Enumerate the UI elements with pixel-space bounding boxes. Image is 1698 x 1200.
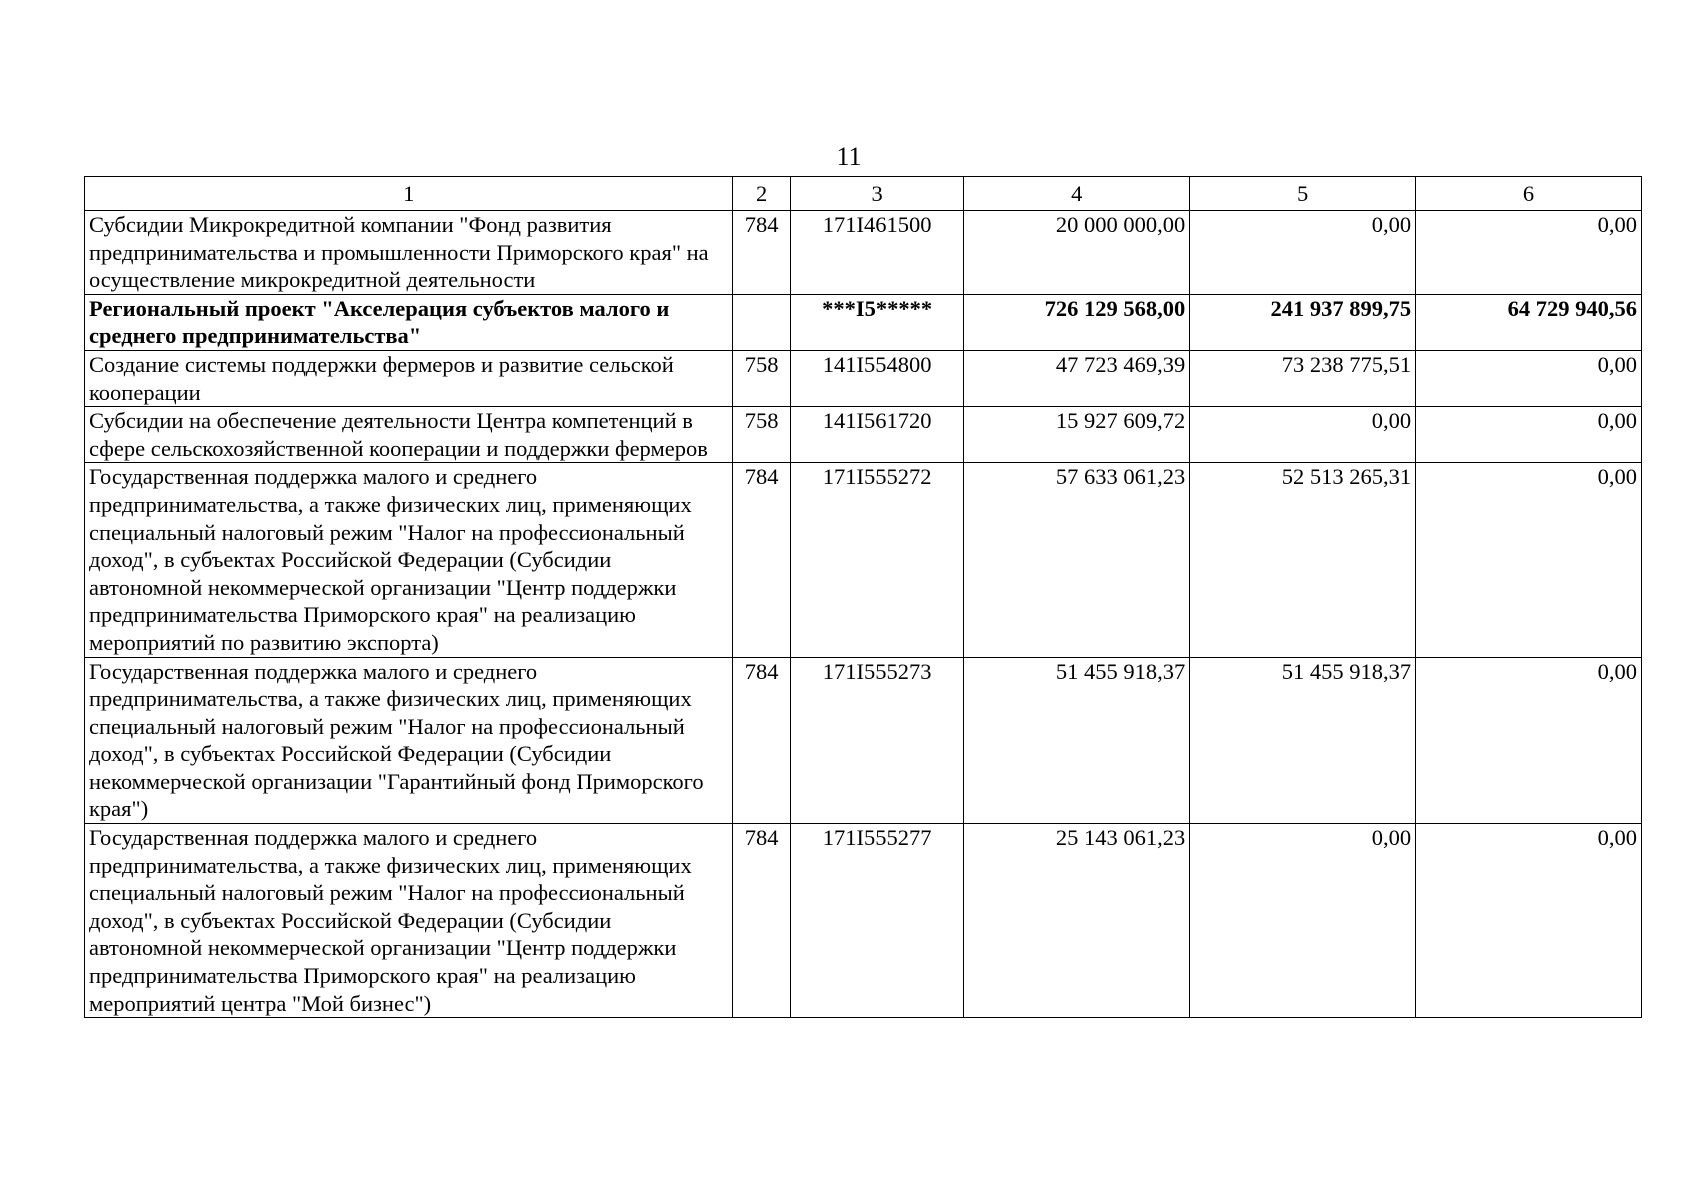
row-col6: 0,00 — [1416, 211, 1642, 295]
row-col2: 758 — [733, 407, 790, 463]
table-row-project-total — [85, 294, 1642, 350]
row-col2: 758 — [733, 350, 790, 406]
row-col6: 0,00 — [1416, 824, 1642, 1018]
row-col5: 0,00 — [1190, 407, 1416, 463]
header-col-5: 5 — [1190, 177, 1416, 211]
row-name: Субсидии на обеспечение деятельности Центра компетенций в сфере сельскохозяйственной кооперации и поддержки фермеров — [85, 407, 733, 463]
row-col6: 0,00 — [1416, 350, 1642, 406]
header-col-2: 2 — [733, 177, 790, 211]
table-row — [85, 350, 1642, 406]
row-name: Субсидии Микрокредитной компании "Фонд развития предпринимательства и промышленности Приморского края" на осуществление микрокредитной деятельности — [85, 211, 733, 295]
row-name: Государственная поддержка малого и среднего предпринимательства, а также физических лиц, применяющих специальный налоговый режим "Налог на профессиональный доход", в субъектах Российской Федерации (Субсидии некоммерческой организации "Гарантийный фонд Приморского края") — [85, 657, 733, 824]
row-col4: 15 927 609,72 — [964, 407, 1190, 463]
row-col2: 784 — [733, 463, 790, 657]
row-col6: 0,00 — [1416, 407, 1642, 463]
budget-table — [84, 176, 1642, 1018]
header-col-4: 4 — [964, 177, 1190, 211]
row-col5: 0,00 — [1190, 211, 1416, 295]
row-col5: 51 455 918,37 — [1190, 657, 1416, 824]
row-col6: 64 729 940,56 — [1416, 294, 1642, 350]
table-row — [85, 463, 1642, 657]
table-row — [85, 211, 1642, 295]
table-row — [85, 657, 1642, 824]
header-row — [85, 177, 1642, 211]
row-col4: 51 455 918,37 — [964, 657, 1190, 824]
row-col4: 25 143 061,23 — [964, 824, 1190, 1018]
row-col2: 784 — [733, 657, 790, 824]
row-name: Государственная поддержка малого и среднего предпринимательства, а также физических лиц, применяющих специальный налоговый режим "Налог на профессиональный доход", в субъектах Российской Федерации (Субсидии автономной некоммерческой организации "Центр поддержки предпринимательства Приморского края" на реализацию мероприятий по развитию экспорта) — [85, 463, 733, 657]
row-name: Государственная поддержка малого и среднего предпринимательства, а также физических лиц, применяющих специальный налоговый режим "Налог на профессиональный доход", в субъектах Российской Федерации (Субсидии автономной некоммерческой организации "Центр поддержки предпринимательства Приморского края" на реализацию мероприятий центра "Мой бизнес") — [85, 824, 733, 1018]
header-col-6: 6 — [1416, 177, 1642, 211]
row-col2: 784 — [733, 211, 790, 295]
row-col4: 20 000 000,00 — [964, 211, 1190, 295]
row-col5: 52 513 265,31 — [1190, 463, 1416, 657]
row-col3: 171I555277 — [790, 824, 963, 1018]
page-number: 11 — [836, 142, 862, 171]
row-col4: 726 129 568,00 — [964, 294, 1190, 350]
row-col6: 0,00 — [1416, 463, 1642, 657]
row-col4: 47 723 469,39 — [964, 350, 1190, 406]
row-name: Создание системы поддержки фермеров и развитие сельской кооперации — [85, 350, 733, 406]
row-col3: ***I5***** — [790, 294, 963, 350]
row-col3: 141I561720 — [790, 407, 963, 463]
row-col5: 73 238 775,51 — [1190, 350, 1416, 406]
row-col3: 141I554800 — [790, 350, 963, 406]
row-col2 — [733, 294, 790, 350]
header-col-1: 1 — [85, 177, 733, 211]
row-col5: 241 937 899,75 — [1190, 294, 1416, 350]
row-col3: 171I555273 — [790, 657, 963, 824]
row-col3: 171I555272 — [790, 463, 963, 657]
table-row — [85, 824, 1642, 1018]
row-col5: 0,00 — [1190, 824, 1416, 1018]
row-col3: 171I461500 — [790, 211, 963, 295]
row-col2: 784 — [733, 824, 790, 1018]
row-name: Региональный проект "Акселерация субъектов малого и среднего предпринимательства" — [85, 294, 733, 350]
table-row — [85, 407, 1642, 463]
row-col6: 0,00 — [1416, 657, 1642, 824]
header-col-3: 3 — [790, 177, 963, 211]
row-col4: 57 633 061,23 — [964, 463, 1190, 657]
